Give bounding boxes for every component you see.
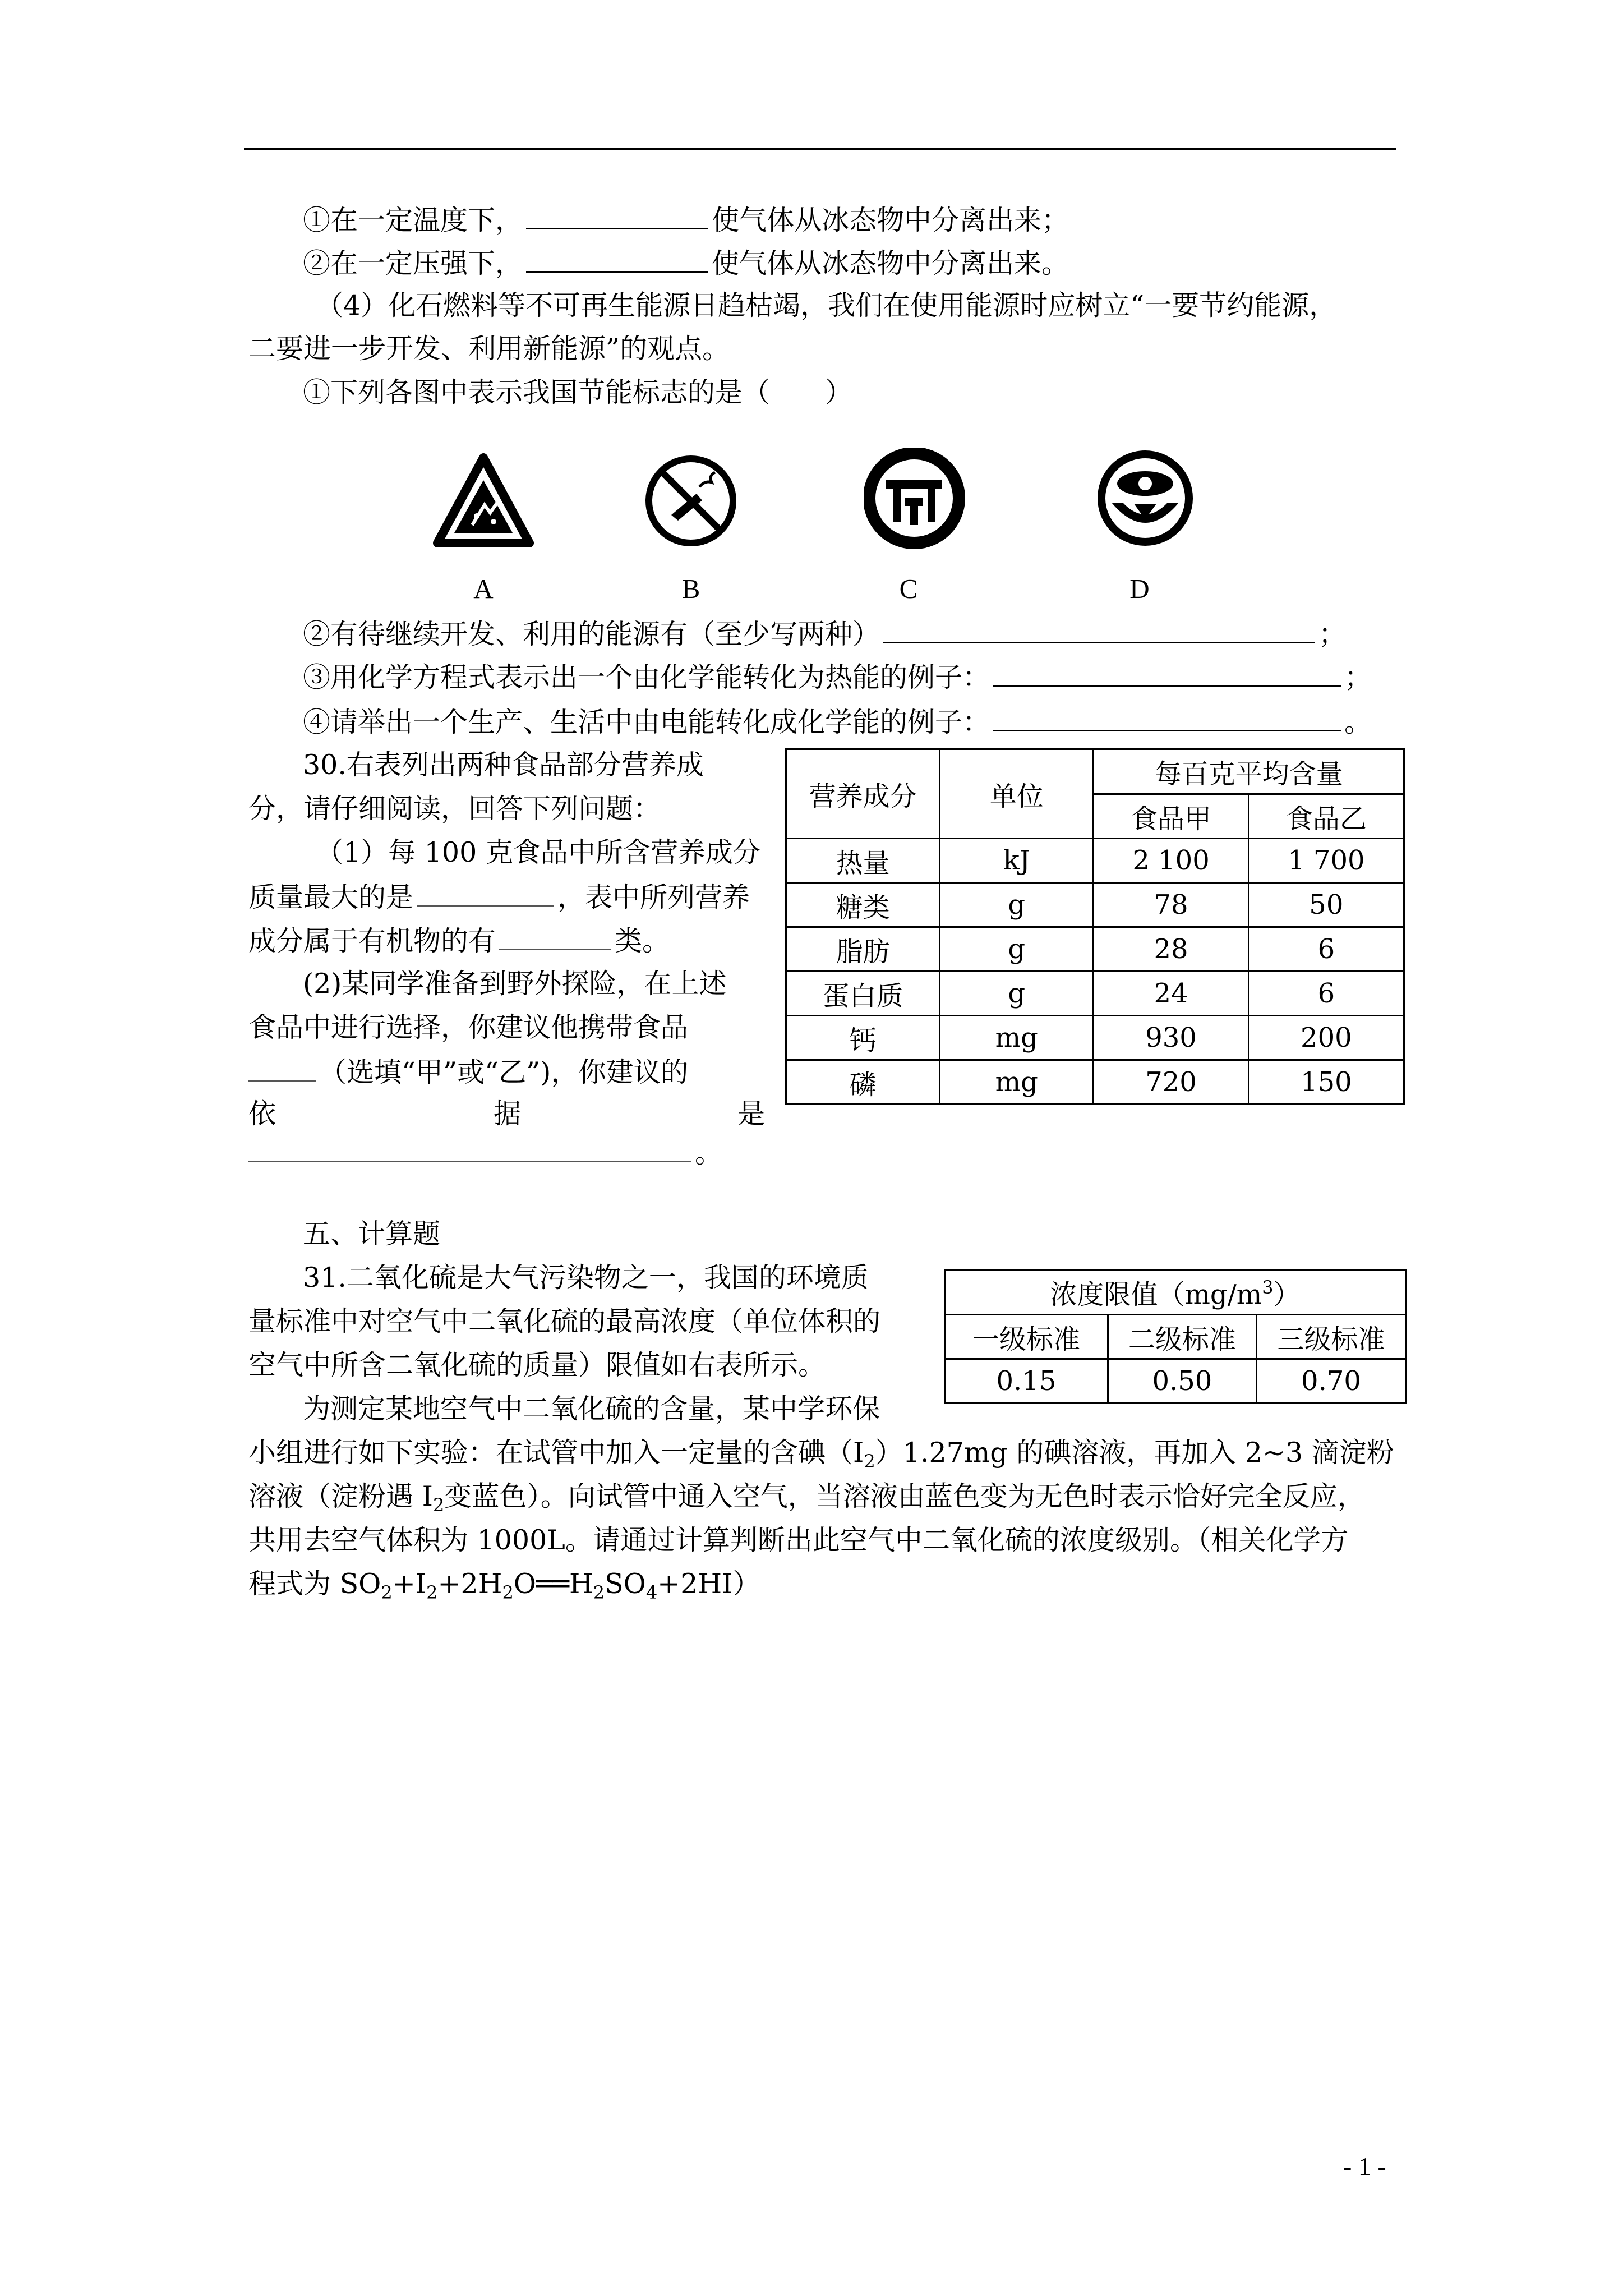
q30-p2-line4-b: 据 [494,1098,522,1130]
header-unit: 单位 [940,749,1094,839]
cell-b: 50 [1248,883,1404,927]
q29-q2: ②有待继续开发、利用的能源有（至少写两种） ； [303,616,1346,651]
q31-equation-line: 程式为 $SO_2+I_2+2H_2O══H_2SO_4+2HI$） [248,1568,760,1603]
energy-saving-mark-icon [1095,448,1196,549]
cell-unit: g [940,883,1094,927]
cell-name: 蛋白质 [786,972,940,1016]
q30-p1-line3: 成分属于有机物的有 类。 [248,923,670,958]
logo-label-d: D [1129,573,1150,604]
cell-unit: mg [940,1060,1094,1105]
q29-q4: ④请举出一个生产、生活中由电能转化成化学能的例子： 。 [303,704,1372,739]
answer-blank[interactable] [248,1055,316,1082]
cell-b: 1 700 [1248,839,1404,883]
answer-blank[interactable] [993,659,1341,687]
q30-p2-line2: 食品中进行选择，你建议他携带食品 [248,1011,689,1043]
q29-part4-line2: 二要进一步开发、利用新能源”的观点。 [248,333,730,365]
answer-blank[interactable] [526,245,708,273]
logo-label-c: C [899,573,918,604]
answer-blank[interactable] [417,880,554,907]
concentration-limit-table [944,1269,1407,1404]
cell-name: 脂肪 [786,927,940,972]
q30-p2-line4-c: 是 [737,1098,766,1130]
warning-triangle-icon [433,453,534,549]
header-avg-content: 每百克平均含量 [1094,749,1404,794]
cell-name: 钙 [786,1016,940,1060]
cell-a: 78 [1094,883,1248,927]
cell-b: 6 [1248,927,1404,972]
cell-b: 6 [1248,972,1404,1016]
cell-b: 150 [1248,1060,1404,1105]
q31-line4: 为测定某地空气中二氧化硫的含量，某中学环保 [303,1393,880,1425]
answer-blank[interactable] [526,202,708,229]
section-title: 五、计算题 [303,1218,441,1250]
header-component: 营养成分 [786,749,940,839]
table-row [786,839,1404,883]
cell-unit: g [940,927,1094,972]
table-row [945,1359,1406,1404]
cell-unit: mg [940,1016,1094,1060]
nutrition-table [785,748,1405,1105]
cell-a: 930 [1094,1016,1248,1060]
cell-b: 200 [1248,1016,1404,1060]
q30-p2-line1: (2)某同学准备到野外探险，在上述 [303,968,727,1000]
q31-line3: 空气中所含二氧化硫的质量）限值如右表所示。 [248,1349,826,1381]
q29-separate-temp: ①在一定温度下， 使气体从冰态物中分离出来； [303,202,1069,237]
table-row [786,927,1404,972]
q30-p2-line5: 。 [248,1135,722,1170]
cell-a: 2 100 [1094,839,1248,883]
q31-line2: 量标准中对空气中二氧化硫的最高浓度（单位体积的 [248,1305,881,1337]
cell-a: 24 [1094,972,1248,1016]
logo-label-a: A [473,573,494,604]
value-level-3: 0.70 [1256,1359,1405,1404]
q30-p1-line2: 质量最大的是 ，表中所列营养 [248,880,750,914]
table-row [786,1016,1404,1060]
q29-part4-line1: （4）化石燃料等不可再生能源日趋枯竭，我们在使用能源时应树立“一要节约能源， [316,289,1337,321]
q29-separate-press: ②在一定压强下， 使气体从冰态物中分离出来。 [303,245,1069,280]
no-smoking-icon [643,453,739,549]
q30-p2-line3: （选填“甲”或“乙”)，你建议的 [248,1055,688,1089]
q31-line7: 共用去空气体积为 1000L。请通过计算判断出此空气中二氧化硫的浓度级别。（相关化学方 [248,1524,1349,1556]
cell-name: 热量 [786,839,940,883]
q31-line6: 溶液（淀粉遇 $I_2$变蓝色）。向试管中通入空气，当溶液由蓝色变为无色时表示恰好完全反应， [248,1480,1365,1516]
cell-name: 磷 [786,1060,940,1105]
header-level-2: 二级标准 [1108,1315,1256,1359]
table-row [786,883,1404,927]
cell-unit: kJ [940,839,1094,883]
concentration-title: 浓度限值$(mg/m^3)$ [945,1270,1406,1315]
q29-logo-question: ①下列各图中表示我国节能标志的是（ ） [303,376,853,408]
cell-unit: g [940,972,1094,1016]
value-level-1: 0.15 [945,1359,1108,1404]
q30-line1: 30.右表列出两种食品部分营养成 [303,749,704,781]
header-food-a: 食品甲 [1094,794,1248,839]
table-row [786,1060,1404,1105]
answer-blank[interactable] [883,616,1315,643]
answer-blank[interactable] [993,704,1341,731]
q30-p2-line4-a: 依 [248,1098,276,1130]
header-level-3: 三级标准 [1256,1315,1405,1359]
value-level-2: 0.50 [1108,1359,1256,1404]
q29-q3: ③用化学方程式表示出一个由化学能转化为热能的例子： ； [303,659,1372,694]
cell-a: 720 [1094,1060,1248,1105]
header-rule [244,148,1396,150]
header-food-b: 食品乙 [1248,794,1404,839]
answer-blank[interactable] [499,923,611,950]
answer-blank[interactable] [248,1135,691,1162]
cell-name: 糖类 [786,883,940,927]
q31-line5: 小组进行如下实验：在试管中加入一定量的含碘$(I_2)1.27mg$ 的碘溶液，再加入 2~3 滴淀粉 [248,1437,1394,1472]
cell-a: 28 [1094,927,1248,972]
logo-label-b: B [681,573,700,604]
circle-mark-icon [864,448,965,549]
q31-line1: 31.二氧化硫是大气污染物之一，我国的环境质 [303,1262,869,1294]
page-number: - 1 - [1343,2152,1386,2180]
header-level-1: 一级标准 [945,1315,1108,1359]
q30-p1-line1: （1）每 100 克食品中所含营养成分 [316,836,760,868]
q30-line2: 分，请仔细阅读，回答下列问题： [248,793,661,825]
table-row [786,972,1404,1016]
